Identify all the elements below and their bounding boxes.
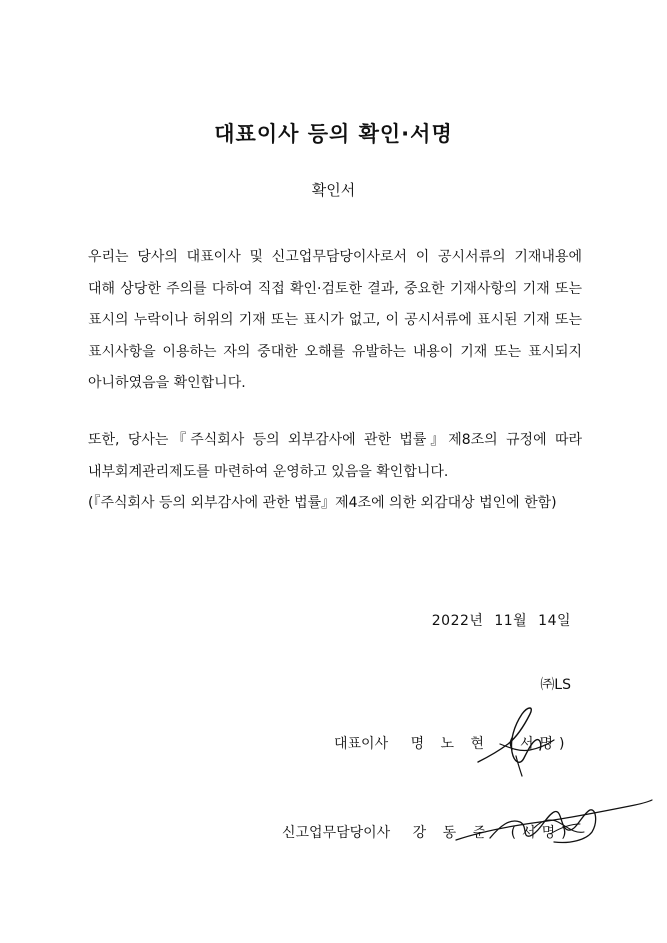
document-date: 2022년 11월 14일 bbox=[431, 613, 571, 629]
company-name: ㈜LS bbox=[540, 677, 571, 693]
signer-role: 신고업무담당이사 bbox=[282, 825, 391, 841]
signature-row-disclosure-officer bbox=[282, 822, 573, 842]
signer-role: 대표이사 bbox=[334, 736, 389, 752]
document-title: 대표이사 등의 확인·서명 bbox=[214, 122, 453, 146]
signer-name: 명 노 현 bbox=[410, 736, 491, 752]
signer-name: 강 동 준 bbox=[412, 825, 493, 841]
document-subtitle: 확인서 bbox=[311, 181, 356, 199]
signature-seal-label: (서명) bbox=[508, 736, 571, 752]
signature-row-ceo bbox=[334, 733, 570, 753]
confirmation-paragraph: 우리는 당사의 대표이사 및 신고업무담당이사로서 이 공시서류의 기재내용에 대해 상당한 주의를 다하여 직접 확인·검토한 결과, 중요한 기재사항의 기재 또는 표시의 누락이나 허위의 기재 또는 표시가 없고, 이 공시서류에 표시된 기재 또는 표시사항을 이용하는 자의 중대한 오해를 유발하는 내용이 기재 또는 표시되지 아니하였음을 확인합니다. bbox=[88, 249, 582, 391]
signature-seal-label: (서명) bbox=[510, 825, 573, 841]
internal-control-paragraph: 또한, 당사는『주식회사 등의 외부감사에 관한 법률』제8조의 규정에 따라 내부회계관리제도를 마련하여 운영하고 있음을 확인합니다. bbox=[88, 432, 582, 480]
scope-note-paragraph: (『주식회사 등의 외부감사에 관한 법률』제4조에 의한 외감대상 법인에 한함) bbox=[88, 495, 557, 511]
